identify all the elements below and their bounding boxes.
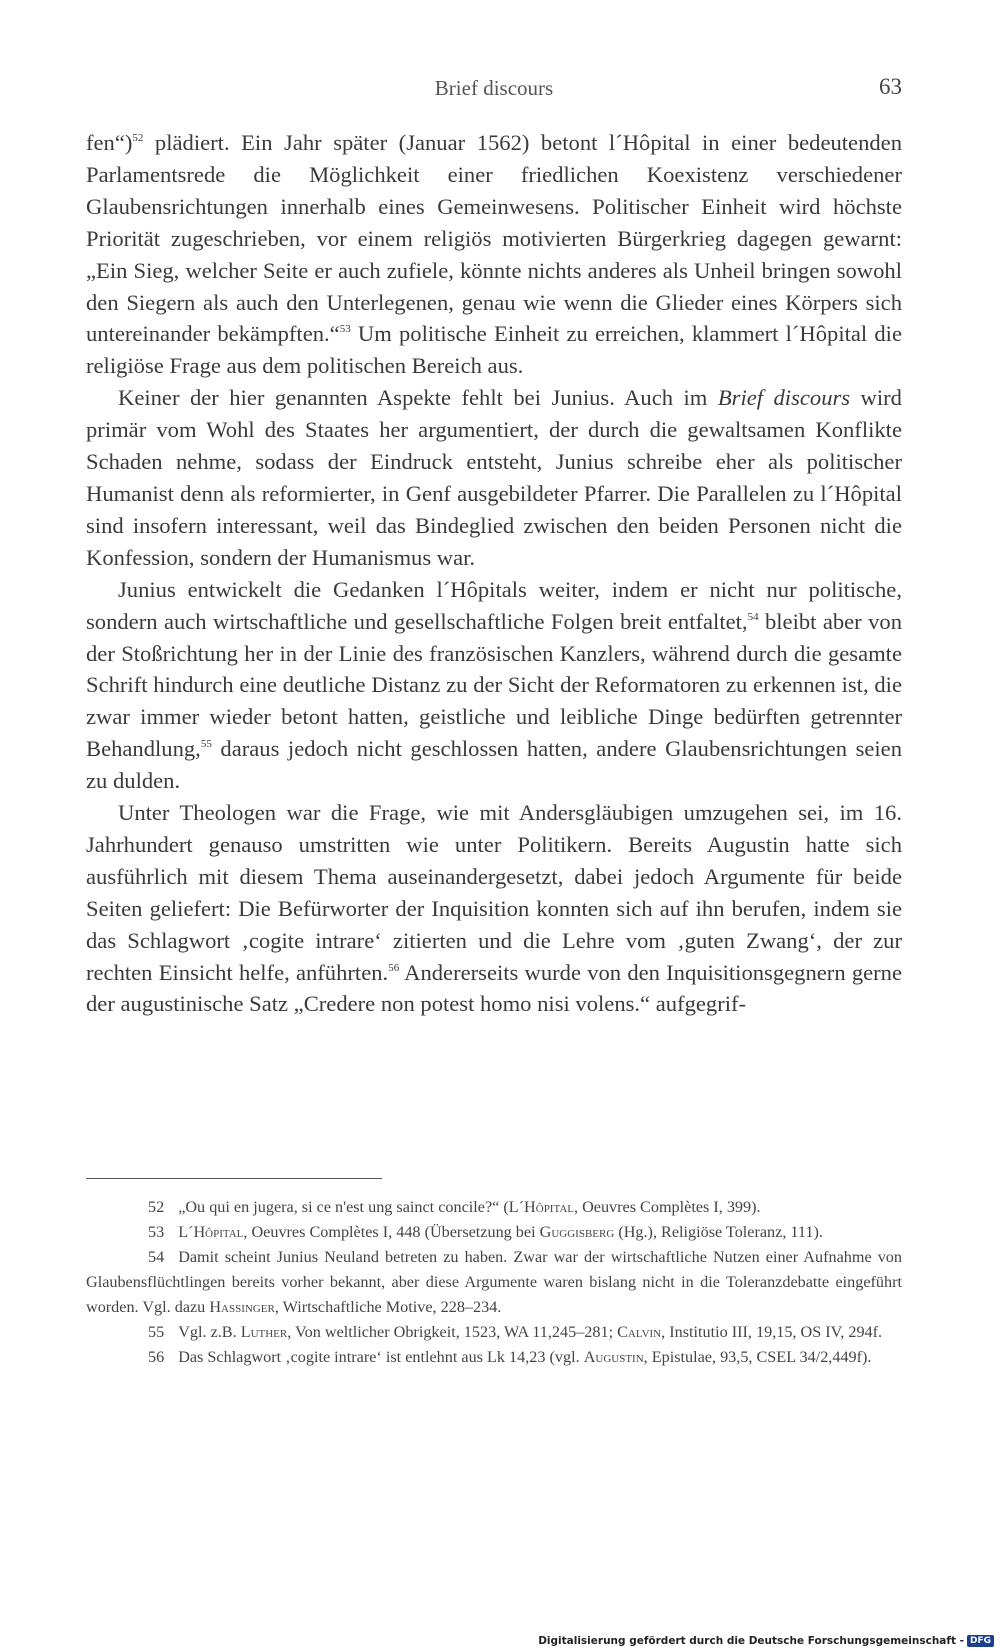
text-run: Junius entwickelt die Gedanken l´Hôpitals weiter, indem er nicht nur politische, sondern auch wirtschaftliche und gesellschaftliche Folgen breit entfaltet, [86,576,902,634]
text-run: Andererseits wurde von den Inquisitionsgegnern gerne der augustinische Satz „Credere non potest homo nisi volens.“ aufgegrif- [86,959,902,1017]
text-run: (Hg.), Religiöse Toleranz, 111). [614,1223,823,1241]
text-run: , Epistulae, 93,5, CSEL 34/2,449f). [643,1348,872,1366]
text-run: fen“) [86,130,133,155]
paragraph-2 [86,382,902,573]
page-number: 63 [879,74,902,99]
footnote-ref-55[interactable]: 55 [200,738,212,751]
footnote-number: 54 [148,1248,165,1266]
text-run: „Ou qui en jugera, si ce n'est ung sainct concile?“ ( [178,1198,509,1216]
footnote-52 [86,1195,902,1220]
text-run: , Oeuvres Complètes I, 448 (Übersetzung bei [243,1223,540,1241]
text-run: wird primär vom Wohl des Staates her argumentiert, der durch die gewaltsamen Konflikte Schaden nehme, sodass der Eindruck entsteht, Junius schreibe eher als politischer Humanist denn als reformierter, in Genf ausgebildeter Pfarrer. Die Parallelen zu l´Hôpital sind insofern interessant, weil das Bindeglied zwischen den beiden Personen nicht die Konfession, sondern der Humanismus war. [86,385,902,570]
author-name: L´Hôpital [178,1223,244,1241]
footnote-number: 55 [148,1323,165,1341]
text-run: , Wirtschaftliche Motive, 228–234. [274,1298,502,1316]
author-name: Augustin [583,1348,644,1366]
footnote-number: 52 [148,1198,165,1216]
footnote-number: 56 [148,1348,165,1366]
author-name: Luther [240,1323,288,1341]
footnote-ref-52[interactable]: 52 [132,132,144,144]
author-name: Calvin [617,1323,662,1341]
text-run: daraus jedoch nicht geschlossen hatten, andere Glaubensrichtungen seien zu dulden. [86,736,902,794]
footnote-ref-54[interactable]: 54 [747,610,759,623]
author-name: L´Hôpital [508,1198,574,1216]
text-run: Unter Theologen war die Frage, wie mit Andersgläubigen umzugehen sei, im 16. Jahrhundert genauso umstritten wie unter Politikern. Bereits Augustin hatte sich ausführlich mit diesem Thema auseinandergesetzt, dabei jedoch Argumente für beide Seiten geliefert: Die Befürworter der Inquisition konnten sich auf ihn berufen, indem sie das Schlagwort ‚cogite intrare‘ zitierten und die Lehre vom ‚guten Zwang‘, der zur rechten Einsicht helfe, anführten. [86,800,902,985]
text-run: , Oeuvres Complètes I, 399). [573,1198,761,1216]
text-run: bleibt aber von der Stoßrichtung her in der Linie des französischen Kanzlers, während durch die gesamte Schrift hindurch eine deutliche Distanz zu der Sicht der Reformatoren zu erkennen ist, die zwar immer wieder betont hatten, geistliche und leibliche Dinge bedürften getrennter Behandlung, [86,608,903,762]
author-name: Hassinger [209,1298,275,1316]
running-title: Brief discours [434,76,554,100]
dfg-credit [538,1635,994,1647]
paragraph-3 [86,574,902,797]
footnote-54 [86,1245,902,1320]
text-run: Um politische Einheit zu erreichen, klammert l´Hôpital die religiöse Frage aus dem politischen Bereich aus. [86,321,902,379]
body-text [86,127,902,1020]
text-run: , Institutio III, 19,15, OS IV, 294f. [661,1323,883,1341]
text-run: Das Schlagwort ‚cogite intrare‘ ist entlehnt aus Lk 14,23 (vgl. [178,1348,584,1366]
work-title: Brief discours [717,385,851,411]
running-header [86,70,902,110]
author-name: Guggisberg [539,1223,615,1241]
footnote-ref-53[interactable]: 53 [339,323,351,336]
footnote-55 [86,1320,902,1345]
footnote-56 [86,1345,902,1370]
text-run: , Von weltlicher Obrigkeit, 1523, WA 11,245–281; [287,1323,618,1341]
dfg-credit-text: Digitalisierung gefördert durch die Deutsche Forschungsgemeinschaft - [538,1635,964,1647]
paragraph-4 [86,797,902,1020]
footnote-number: 53 [148,1223,165,1241]
footnote-53 [86,1220,902,1245]
text-run: Damit scheint Junius Neuland betreten zu haben. Zwar war der wirtschaftliche Nutzen einer Aufnahme von Glaubensflüchtlingen bereits vorher bekannt, aber diese Argumente waren bislang nicht in die Toleranzdebatte eingeführt worden. Vgl. dazu [86,1248,902,1316]
footnote-divider [86,1178,382,1179]
dfg-logo-icon: DFG [967,1635,994,1647]
footnote-ref-56[interactable]: 56 [388,961,400,974]
footnotes [86,1195,902,1370]
paragraph-1 [86,127,902,382]
text-run: plädiert. Ein Jahr später (Januar 1562) betont l´Hôpital in einer bedeutenden Parlamentsrede die Möglichkeit einer friedlichen Koexistenz verschiedener Glaubensrichtungen innerhalb eines Gemeinwesens. Politischer Einheit wird höchste Priorität zugeschrieben, vor einem religiös motivierten Bürgerkrieg dagegen gewarnt: „Ein Sieg, welcher Seite er auch zufiele, könnte nichts anderes als Unheil bringen sowohl den Siegern als auch den Unterlegenen, genau wie wenn die Glieder eines Körpers sich untereinander bekämpften.“ [86,130,902,347]
text-run: Keiner der hier genannten Aspekte fehlt bei Junius. Auch im [118,385,718,411]
text-run: Vgl. z.B. [178,1323,241,1341]
